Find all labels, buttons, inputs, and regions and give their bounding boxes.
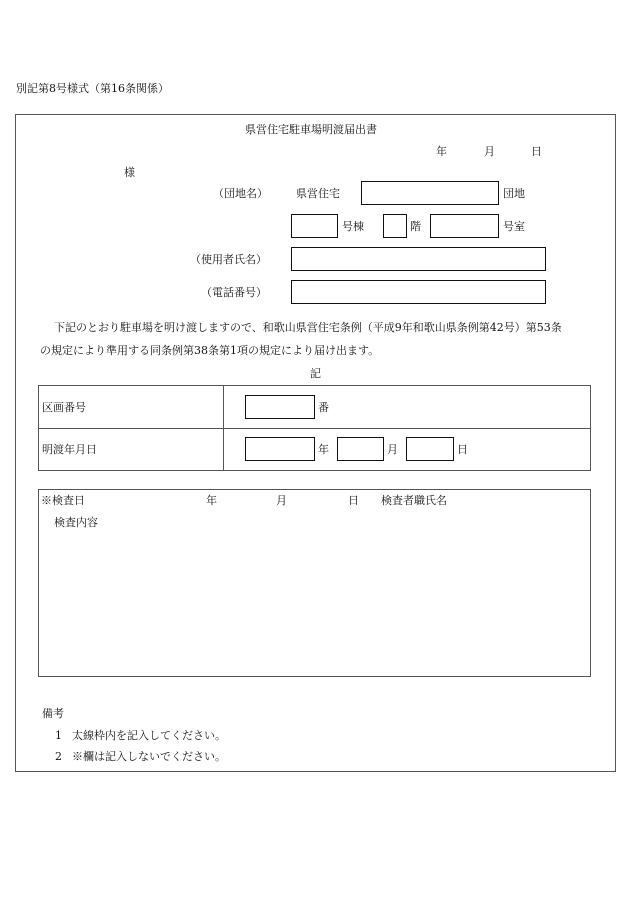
remark-1-number: 1 bbox=[55, 729, 62, 742]
danchi-name-field[interactable] bbox=[361, 181, 499, 205]
floor-suffix: 階 bbox=[410, 220, 421, 233]
vacate-year-suffix: 年 bbox=[318, 443, 329, 456]
vacate-month-suffix: 月 bbox=[387, 443, 398, 456]
form-number: 別記第8号様式（第16条関係） bbox=[16, 82, 169, 95]
danchi-prefix: 県営住宅 bbox=[296, 187, 340, 200]
details-column-divider bbox=[223, 385, 224, 471]
phone-label: （電話番号） bbox=[201, 286, 267, 299]
body-text-line-1: 下記のとおり駐車場を明け渡しますので、和歌山県営住宅条例（平成9年和歌山県条例第42号）第53条 bbox=[54, 321, 562, 334]
inspection-month-label: 月 bbox=[276, 494, 287, 507]
inspection-content-label: 検査内容 bbox=[54, 516, 98, 529]
lot-number-label: 区画番号 bbox=[42, 401, 86, 414]
body-text-line-2: の規定により準用する同条例第38条第1項の規定により届け出ます。 bbox=[40, 344, 380, 357]
date-year-label: 年 bbox=[436, 145, 447, 158]
building-number-field[interactable] bbox=[291, 214, 338, 238]
vacate-day-field[interactable] bbox=[406, 437, 454, 461]
addressee-suffix: 様 bbox=[124, 166, 135, 179]
lot-number-field[interactable] bbox=[245, 395, 315, 419]
room-suffix: 号室 bbox=[503, 220, 525, 233]
danchi-suffix: 団地 bbox=[503, 187, 525, 200]
room-number-field[interactable] bbox=[430, 214, 499, 238]
form-title: 県営住宅駐車場明渡届出書 bbox=[245, 123, 377, 136]
inspection-date-label: ※検査日 bbox=[41, 494, 85, 507]
ki-heading: 記 bbox=[310, 367, 321, 380]
vacate-date-label: 明渡年月日 bbox=[42, 443, 97, 456]
floor-field[interactable] bbox=[383, 214, 407, 238]
vacate-day-suffix: 日 bbox=[457, 443, 468, 456]
vacate-year-field[interactable] bbox=[245, 437, 315, 461]
user-name-field[interactable] bbox=[291, 247, 546, 271]
inspection-box bbox=[38, 489, 591, 677]
lot-number-suffix: 番 bbox=[318, 401, 329, 414]
danchi-label: （団地名） bbox=[213, 187, 268, 200]
inspection-day-label: 日 bbox=[348, 494, 359, 507]
user-name-label: （使用者氏名） bbox=[190, 253, 267, 266]
date-day-label: 日 bbox=[531, 145, 542, 158]
building-suffix: 号棟 bbox=[342, 220, 364, 233]
inspector-name-label: 検査者職氏名 bbox=[381, 494, 447, 507]
vacate-month-field[interactable] bbox=[337, 437, 384, 461]
remark-1-text: 太線枠内を記入してください。 bbox=[72, 729, 226, 742]
phone-field[interactable] bbox=[291, 280, 546, 304]
inspection-year-label: 年 bbox=[206, 494, 217, 507]
remark-2-text: ※欄は記入しないでください。 bbox=[72, 750, 226, 763]
details-row-divider bbox=[38, 428, 591, 429]
remarks-heading: 備考 bbox=[42, 707, 64, 720]
remark-2-number: 2 bbox=[55, 750, 62, 763]
date-month-label: 月 bbox=[484, 145, 495, 158]
